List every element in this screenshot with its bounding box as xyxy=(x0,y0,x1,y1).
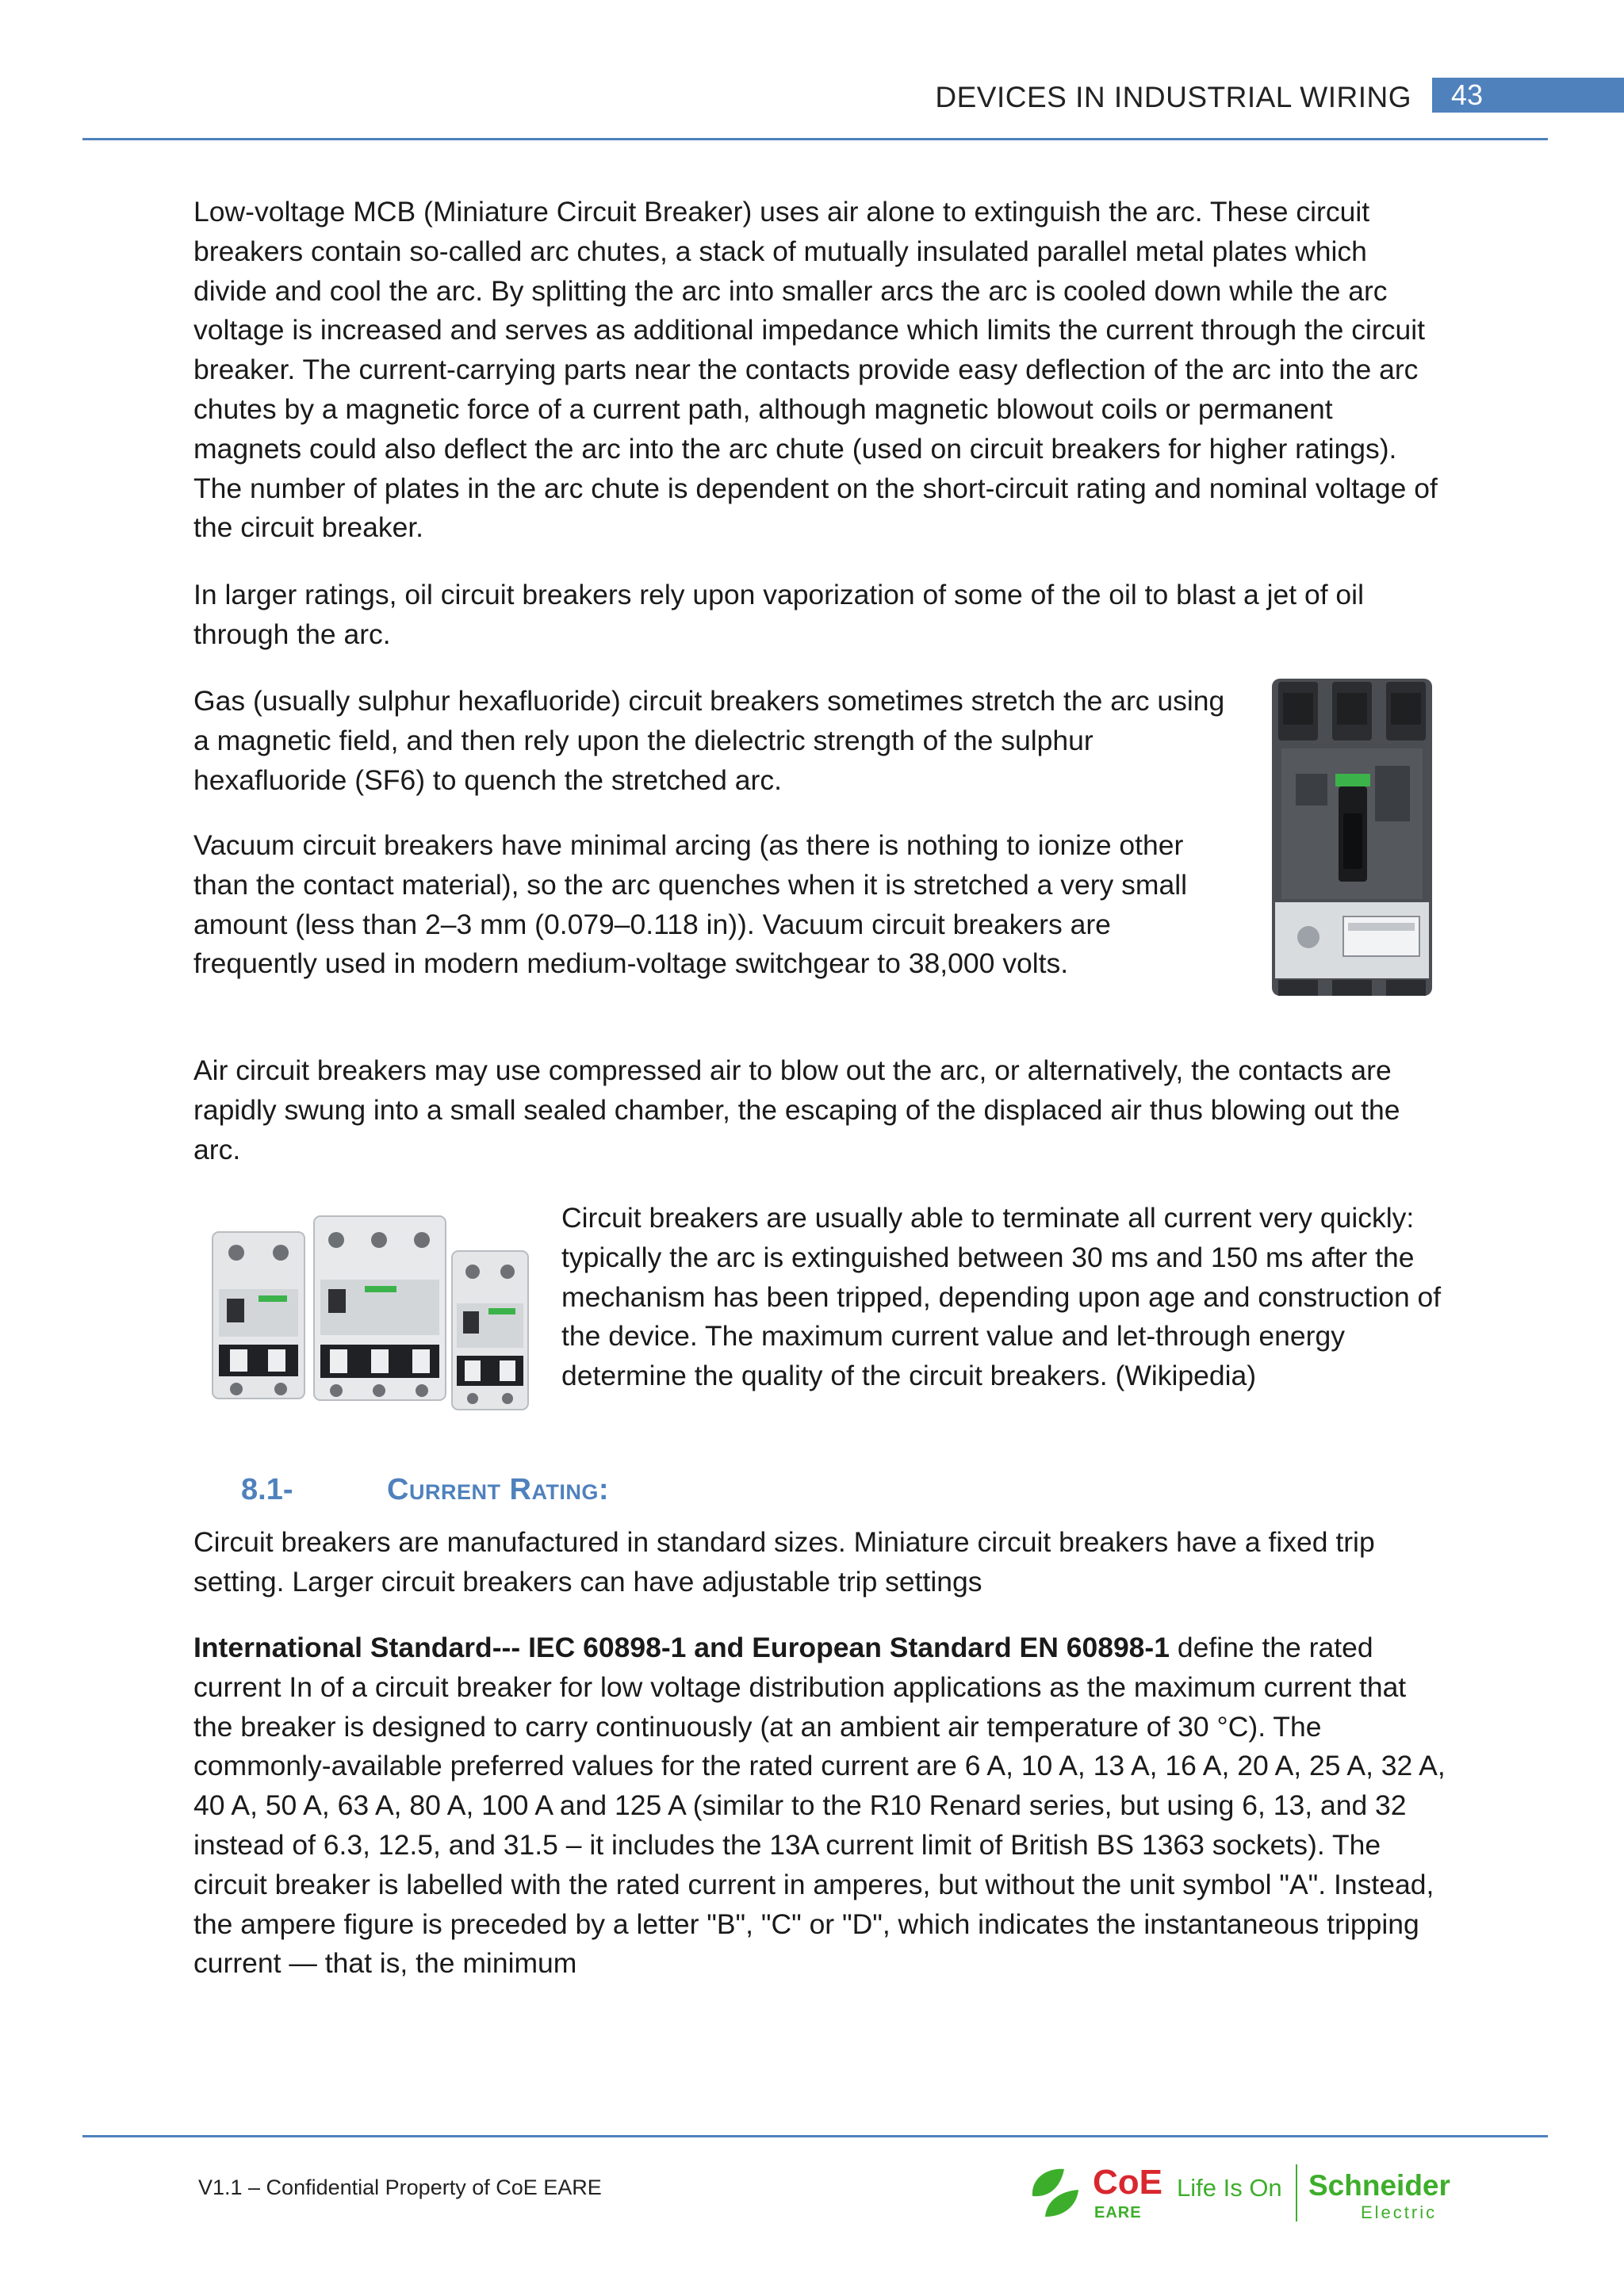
eare-logo-text: EARE xyxy=(1094,2204,1142,2221)
standard-reference-bold: International Standard--- IEC 60898-1 and European Standard EN 60898-1 xyxy=(193,1632,1170,1663)
coe-leaf-logo-icon xyxy=(1023,2161,1086,2225)
section-number: 8.1- xyxy=(241,1473,293,1506)
life-is-on-tagline xyxy=(1177,2174,1282,2202)
electric-brand-text: Electric xyxy=(1361,2202,1438,2222)
paragraph-gas-breakers: Gas (usually sulphur hexafluoride) circuit breakers sometimes stretch the arc using a magnetic field, and then rely upon the dielectric strength of the sulphur hexafluoride (SF6) to quench the stretched arc. xyxy=(193,685,1225,796)
paragraph-air-breakers: Air circuit breakers may use compressed air to blow out the arc, or alternatively, the contacts are rapidly swung into a small sealed chamber, the escaping of the displaced air thus blowing out the arc. xyxy=(193,1054,1400,1165)
paragraph-mcb-arc: Low-voltage MCB (Miniature Circuit Breaker) uses air alone to extinguish the arc. These circuit breakers contain so-called arc chutes, a stack of mutually insulated parallel metal plates which divide and cool the arc. By splitting the arc into smaller arcs the arc is cooled down while the arc voltage is increased and serves as additional impedance which limits the current through the circuit breaker. The current-carrying parts near the contacts provide easy deflection of the arc into the arc chutes by a magnetic force of a current path, although magnetic blowout coils or permanent magnets could also deflect the arc into the arc chute (used on circuit breakers for higher ratings). The number of plates in the arc chute is dependent on the short-circuit rating and nominal voltage of the circuit breaker. xyxy=(193,196,1438,544)
paragraph-iec-standard xyxy=(193,1628,1451,1984)
footer-rule xyxy=(82,2135,1548,2137)
paragraph-vacuum-breakers: Vacuum circuit breakers have minimal arcing (as there is nothing to ionize other than the contact material), so the arc quenches when it is stretched a very small amount (less than 2–3 mm (0.079–0.118 in)). Vacuum circuit breakers are frequently used in modern medium-voltage switchgear to 38,000 volts. xyxy=(193,829,1187,980)
page-number: 43 xyxy=(1432,78,1624,113)
footer-confidential-notice: V1.1 – Confidential Property of CoE EARE xyxy=(198,2175,602,2199)
running-header-title: DEVICES IN INDUSTRIAL WIRING xyxy=(935,81,1411,113)
tagline-text: Life Is On xyxy=(1177,2174,1282,2202)
standard-description: define the rated current In of a circuit breaker for low voltage distribution applications as the maximum current that the breaker is designed to carry continuously (at an ambient air temperature of 30 °C). The commonly-available preferred values for the rated current are 6 A, 10 A, 13 A, 16 A, 20 A, 25 A, 32 A, 40 A, 50 A, 63 A, 80 A, 100 A and 125 A (similar to the R10 Renard series, but using 6, 13, and 32 instead of 6.3, 12.5, and 31.5 – it includes the 13A current limit of British BS 1363 sockets). The circuit breaker is labelled with the rated current in amperes, but without the unit symbol "A". Instead, the ampere figure is preceded by a letter "B", "C" or "D", which indicates the instantaneous tripping current — that is, the minimum xyxy=(193,1632,1446,1980)
paragraph-standard-sizes: Circuit breakers are manufactured in standard sizes. Miniature circuit breakers have a fixed trip setting. Larger circuit breakers can have adjustable trip settings xyxy=(193,1526,1375,1598)
paragraph-termination-time: Circuit breakers are usually able to terminate all current very quickly: typically the arc is extinguished between 30 ms and 150 ms after the mechanism has been tripped, depending upon age and construction of the device. The maximum current value and let-through energy determine the quality of the circuit breakers. (Wikipedia) xyxy=(561,1202,1442,1392)
miniature-circuit-breakers-image xyxy=(209,1213,531,1424)
molded-case-circuit-breaker-image xyxy=(1264,679,1440,996)
schneider-brand-text: Schneider xyxy=(1308,2169,1450,2202)
logo-divider xyxy=(1296,2164,1297,2221)
section-title: Current Rating: xyxy=(387,1473,610,1506)
header-rule xyxy=(82,138,1548,140)
coe-logo-text: CoE xyxy=(1093,2163,1162,2202)
paragraph-oil-breakers: In larger ratings, oil circuit breakers rely upon vaporization of some of the oil to blast a jet of oil through the arc. xyxy=(193,579,1364,650)
